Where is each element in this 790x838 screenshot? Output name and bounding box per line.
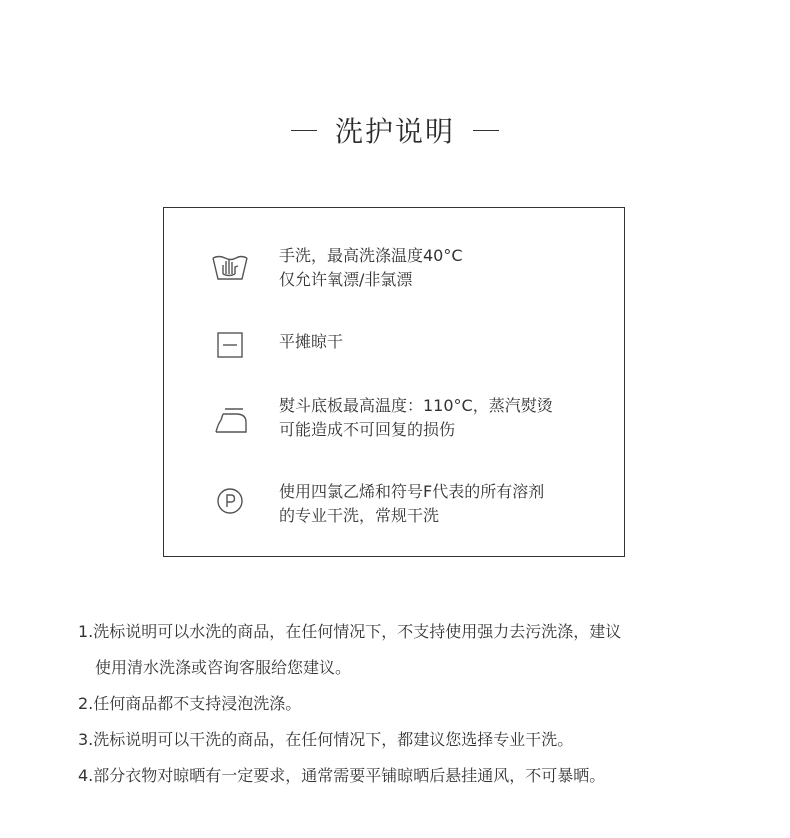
dry-clean-p-icon bbox=[210, 484, 250, 518]
care-line: 平摊晾干 bbox=[279, 332, 344, 351]
care-line: 仅允许氧漂/非氯漂 bbox=[279, 270, 413, 289]
page-title bbox=[273, 110, 517, 150]
care-text-flat-dry bbox=[279, 330, 609, 354]
flat-dry-icon bbox=[210, 328, 250, 362]
care-text-hand-wash bbox=[279, 244, 609, 292]
care-line: 的专业干洗，常规干洗 bbox=[279, 506, 440, 525]
care-line: 手洗，最高洗涤温度40°C bbox=[279, 246, 463, 265]
hand-wash-icon bbox=[210, 250, 250, 284]
title-right-dash bbox=[473, 130, 499, 131]
iron-icon bbox=[210, 402, 250, 436]
title-left-dash bbox=[291, 130, 317, 131]
title-area bbox=[0, 110, 790, 150]
title-text: 洗护说明 bbox=[334, 115, 455, 148]
care-notes bbox=[78, 614, 758, 794]
care-text-iron bbox=[279, 394, 609, 442]
note-item: 3.洗标说明可以干洗的商品，在任何情况下，都建议您选择专业干洗。 bbox=[78, 730, 574, 749]
note-item: 2.任何商品都不支持浸泡洗涤。 bbox=[78, 694, 302, 713]
care-line: 熨斗底板最高温度：110°C，蒸汽熨烫 bbox=[279, 396, 553, 415]
note-item: 4.部分衣物对晾晒有一定要求，通常需要平铺晾晒后悬挂通风，不可暴晒。 bbox=[78, 766, 606, 785]
care-text-dry-clean bbox=[279, 480, 609, 528]
care-symbol-box bbox=[163, 207, 625, 557]
care-line: 可能造成不可回复的损伤 bbox=[279, 420, 456, 439]
note-item-continuation: 使用清水洗涤或咨询客服给您建议。 bbox=[95, 658, 352, 677]
care-line: 使用四氯乙烯和符号F代表的所有溶剂 bbox=[279, 482, 545, 501]
note-item: 1.洗标说明可以水洗的商品，在任何情况下，不支持使用强力去污洗涤，建议 bbox=[78, 622, 622, 641]
